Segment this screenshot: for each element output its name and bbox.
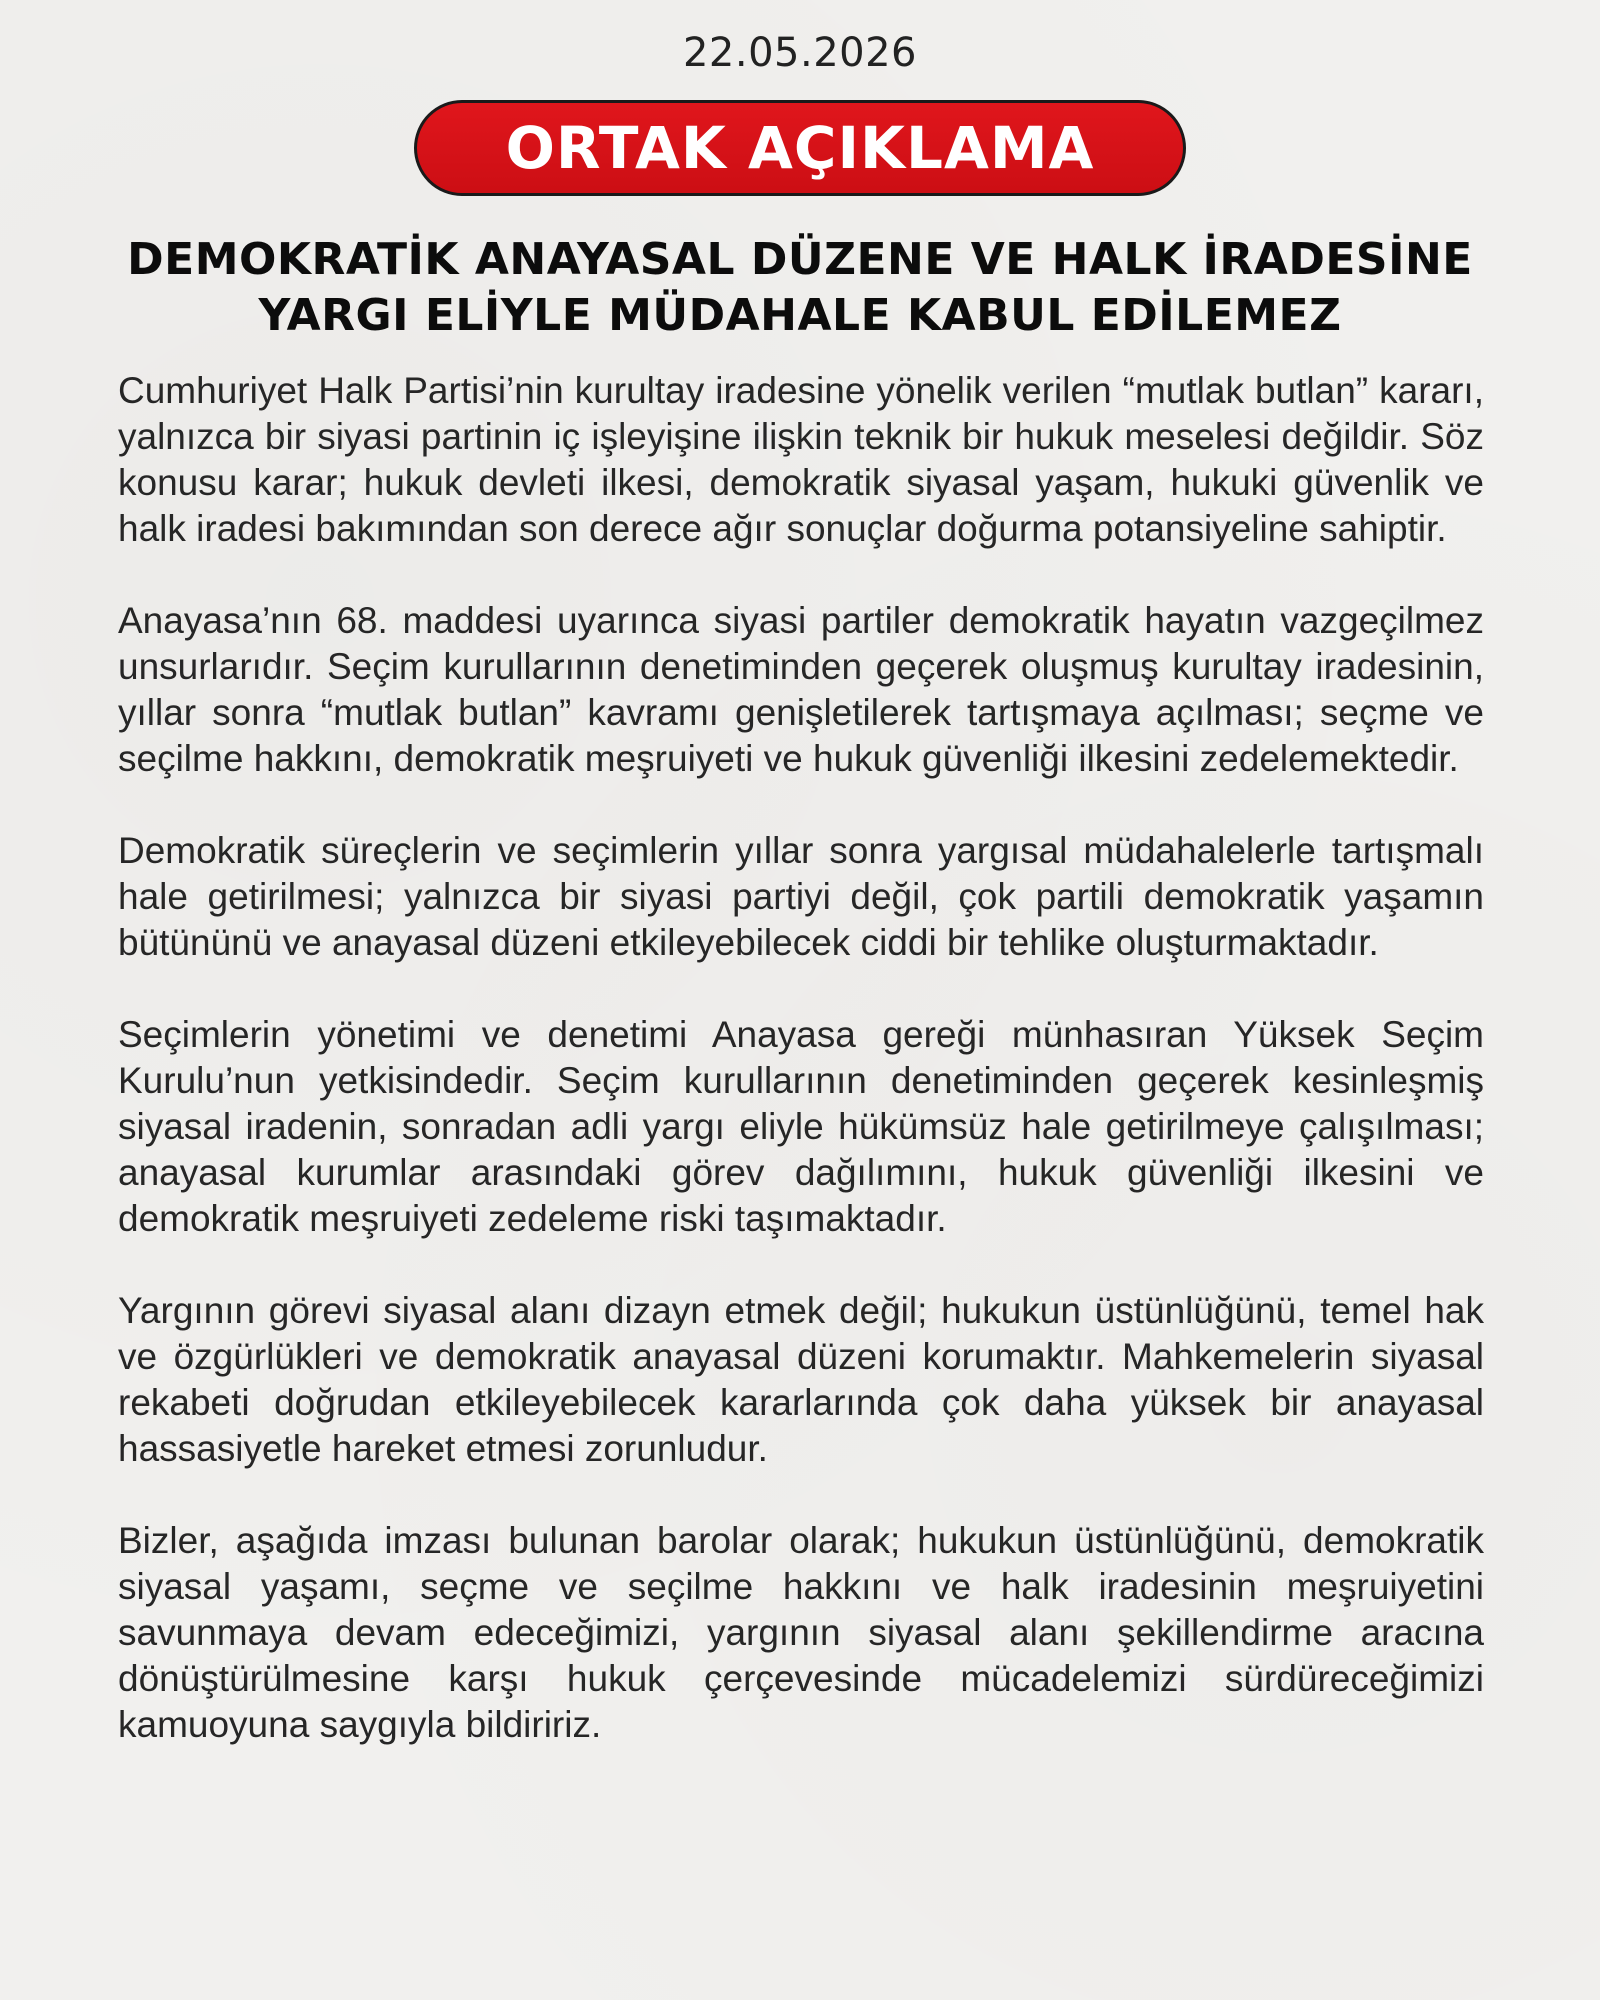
- statement-headline: [0, 232, 1600, 344]
- statement-body: [118, 368, 1484, 1748]
- statement-date: 22.05.2026: [682, 30, 918, 76]
- body-paragraph-4: Seçimlerin yönetimi ve denetimi Anayasa gereği münhasıran Yüksek Seçim Kurulu’nun yetkisindedir. Seçim kurullarının denetiminden geçerek kesinleşmiş siyasal iradenin, sonradan adli yargı eliyle hükümsüz hale getirilmeye çalışılması; anayasal kurumlar arasındaki görev dağılımını, hukuk güvenliği ilkesini ve demokratik meşruiyeti zedeleme riski taşımaktadır.: [118, 1014, 1484, 1239]
- body-paragraph-1: Cumhuriyet Halk Partisi’nin kurultay iradesine yönelik verilen “mutlak butlan” kararı, yalnızca bir siyasi partinin iç işleyişine ilişkin teknik bir hukuk meselesi değildir. Söz konusu karar; hukuk devleti ilkesi, demokratik siyasal yaşam, hukuki güvenlik ve halk iradesi bakımından son derece ağır sonuçlar doğurma potansiyeline sahiptir.: [118, 370, 1484, 549]
- headline-line-2: YARGI ELİYLE MÜDAHALE KABUL EDİLEMEZ: [258, 290, 1342, 341]
- body-paragraph-3: Demokratik süreçlerin ve seçimlerin yıllar sonra yargısal müdahalelerle tartışmalı hale getirilmesi; yalnızca bir siyasi partiyi değil, çok partili demokratik yaşamın bütününü ve anayasal düzeni etkileyebilecek ciddi bir tehlike oluşturmaktadır.: [118, 830, 1484, 963]
- body-paragraph-5: Yargının görevi siyasal alanı dizayn etmek değil; hukukun üstünlüğünü, temel hak ve özgürlükleri ve demokratik anayasal düzeni korumaktır. Mahkemelerin siyasal rekabeti doğrudan etkileyebilecek kararlarında çok daha yüksek bir anayasal hassasiyetle hareket etmesi zorunludur.: [118, 1290, 1484, 1469]
- joint-statement-badge: ORTAK AÇIKLAMA: [414, 100, 1186, 196]
- headline-line-1: DEMOKRATİK ANAYASAL DÜZENE VE HALK İRADESİNE: [127, 234, 1473, 285]
- body-paragraph-2: Anayasa’nın 68. maddesi uyarınca siyasi partiler demokratik hayatın vazgeçilmez unsurlarıdır. Seçim kurullarının denetiminden geçerek oluşmuş kurultay iradesinin, yıllar sonra “mutlak butlan” kavramı genişletilerek tartışmaya açılması; seçme ve seçilme hakkını, demokratik meşruiyeti ve hukuk güvenliği ilkesini zedelemektedir.: [118, 600, 1484, 779]
- body-paragraph-6: Bizler, aşağıda imzası bulunan barolar olarak; hukukun üstünlüğünü, demokratik siyasal yaşamı, seçme ve seçilme hakkını ve halk iradesinin meşruiyetini savunmaya devam edeceğimizi, yargının siyasal alanı şekillendirme aracına dönüştürülmesine karşı hukuk çerçevesinde mücadelemizi sürdüreceğimizi kamuoyuna saygıyla bildiririz.: [118, 1520, 1484, 1745]
